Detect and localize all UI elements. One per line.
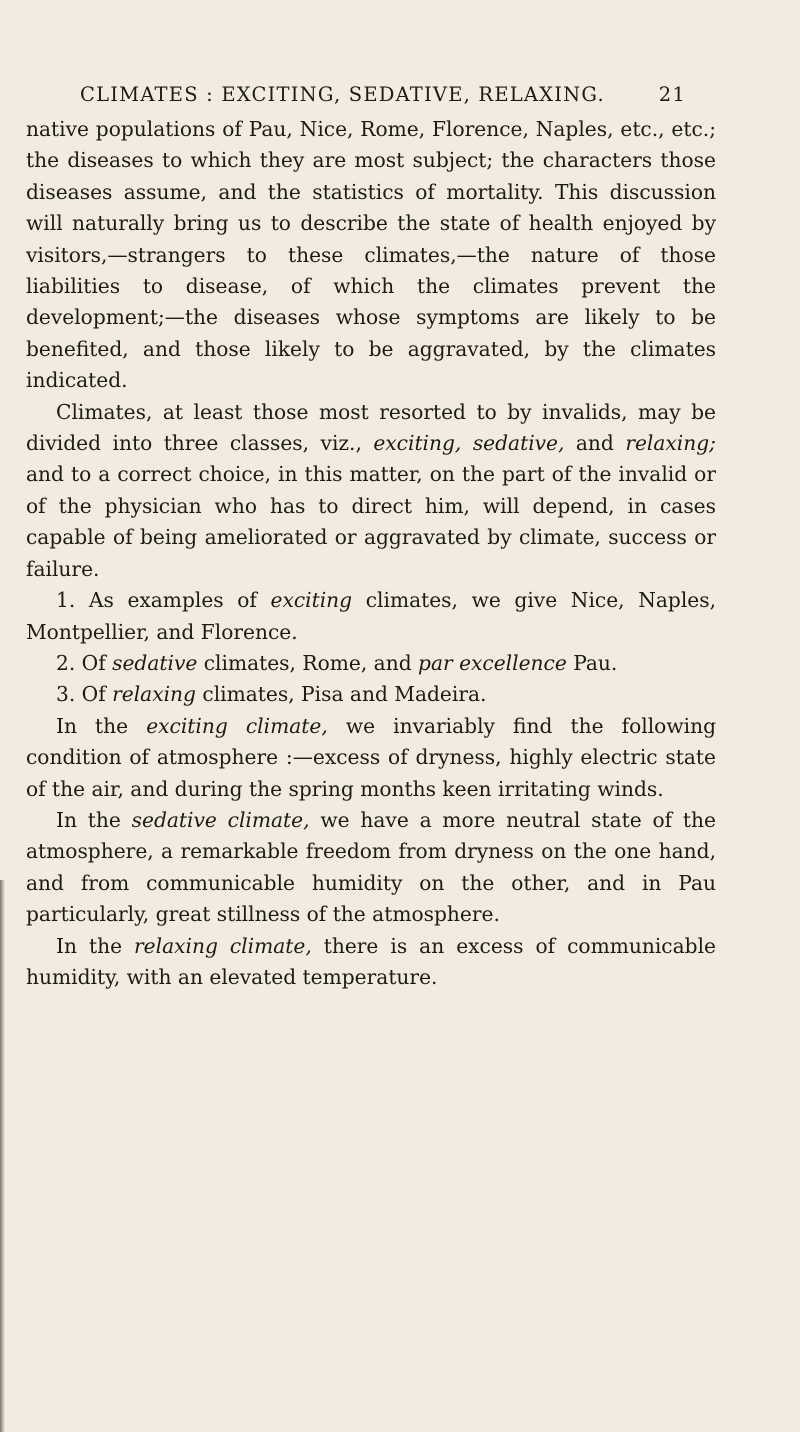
paragraph-6-emphasis: exciting climate, bbox=[146, 713, 328, 738]
page-edge-shadow bbox=[0, 880, 5, 1432]
paragraph-7-text-c: we have a more neutral state of the atmosphere, a remarkable freedom from dryness on the one hand, and from communicable humidity on the other, and in Pau particularly, great stillness of the atmosphere. bbox=[26, 807, 716, 927]
paragraph-3-text-a: 1. As examples of bbox=[56, 588, 271, 613]
body-text bbox=[26, 114, 716, 993]
paragraph-4-emphasis-sedative: sedative bbox=[112, 650, 198, 675]
paragraph-2-text-e: and to a correct choice, in this matter, on the part of the invalid or of the physician who has to direct him, will depend, in cases capable of being ameliorated or aggravated by climate, success or failure. bbox=[26, 462, 716, 581]
paragraph-5 bbox=[26, 679, 716, 710]
paragraph-8-emphasis: relaxing climate, bbox=[134, 933, 312, 958]
paragraph-3-emphasis: exciting bbox=[270, 588, 353, 613]
paragraph-7-emphasis: sedative climate, bbox=[131, 807, 310, 832]
paragraph-6 bbox=[26, 711, 716, 805]
paragraph-1: native populations of Pau, Nice, Rome, Florence, Naples, etc., etc.; the diseases to which they are most subject; the characters those diseases assume, and the statistics of mortality. This discussion will naturally bring us to describe the state of health enjoyed by visitors,—strangers to these climates,—the nature of those liabilities to disease, of which the climates prevent the development;—the diseases whose symptoms are likely to be benefited, and those likely to be aggravated, by the climates indicated. bbox=[26, 117, 716, 393]
paragraph-2-emphasis-relaxing: relaxing; bbox=[625, 431, 716, 456]
paragraph-2-emphasis-classes: exciting, sedative, bbox=[373, 431, 565, 456]
running-title: CLIMATES : EXCITING, SEDATIVE, RELAXING. bbox=[80, 83, 605, 106]
page-number: 21 bbox=[658, 83, 686, 106]
paragraph-7 bbox=[26, 805, 716, 931]
paragraph-2-text-a: Climates, at least those most resorted to by invalids, may be divided into three classes, viz., bbox=[26, 399, 716, 456]
paragraph-2 bbox=[26, 397, 716, 585]
paragraph-8-text-c: there is an excess of communicable humidity, with an elevated temperature. bbox=[26, 933, 716, 989]
paragraph-3 bbox=[26, 585, 716, 648]
running-head bbox=[80, 82, 692, 108]
paragraph-3-text-c: climates, we give Nice, Naples, Montpellier, and Florence. bbox=[26, 588, 716, 644]
paragraph-7-text-a: In the bbox=[56, 807, 132, 832]
paragraph-8-text-a: In the bbox=[56, 933, 135, 958]
paragraph-4-text-c: climates, Rome, and bbox=[197, 650, 419, 675]
paragraph-6-text-c: we invariably find the following condition of atmosphere :—excess of dryness, highly electric state of the air, and during the spring months keen irritating winds. bbox=[26, 713, 716, 801]
paragraph-4-emphasis-par-excellence: par excellence bbox=[418, 650, 567, 675]
paragraph-8 bbox=[26, 931, 716, 994]
paragraph-4-text-e: Pau. bbox=[566, 650, 618, 675]
paragraph-5-text-a: 3. Of bbox=[56, 682, 113, 707]
paragraph-5-emphasis: relaxing bbox=[112, 682, 196, 707]
paragraph-6-text-a: In the bbox=[56, 713, 147, 738]
paragraph-4-text-a: 2. Of bbox=[56, 650, 113, 675]
paragraph-4 bbox=[26, 648, 716, 679]
paragraph-2-text-c: and bbox=[564, 431, 626, 456]
paragraph-5-text-c: climates, Pisa and Madeira. bbox=[195, 682, 487, 707]
